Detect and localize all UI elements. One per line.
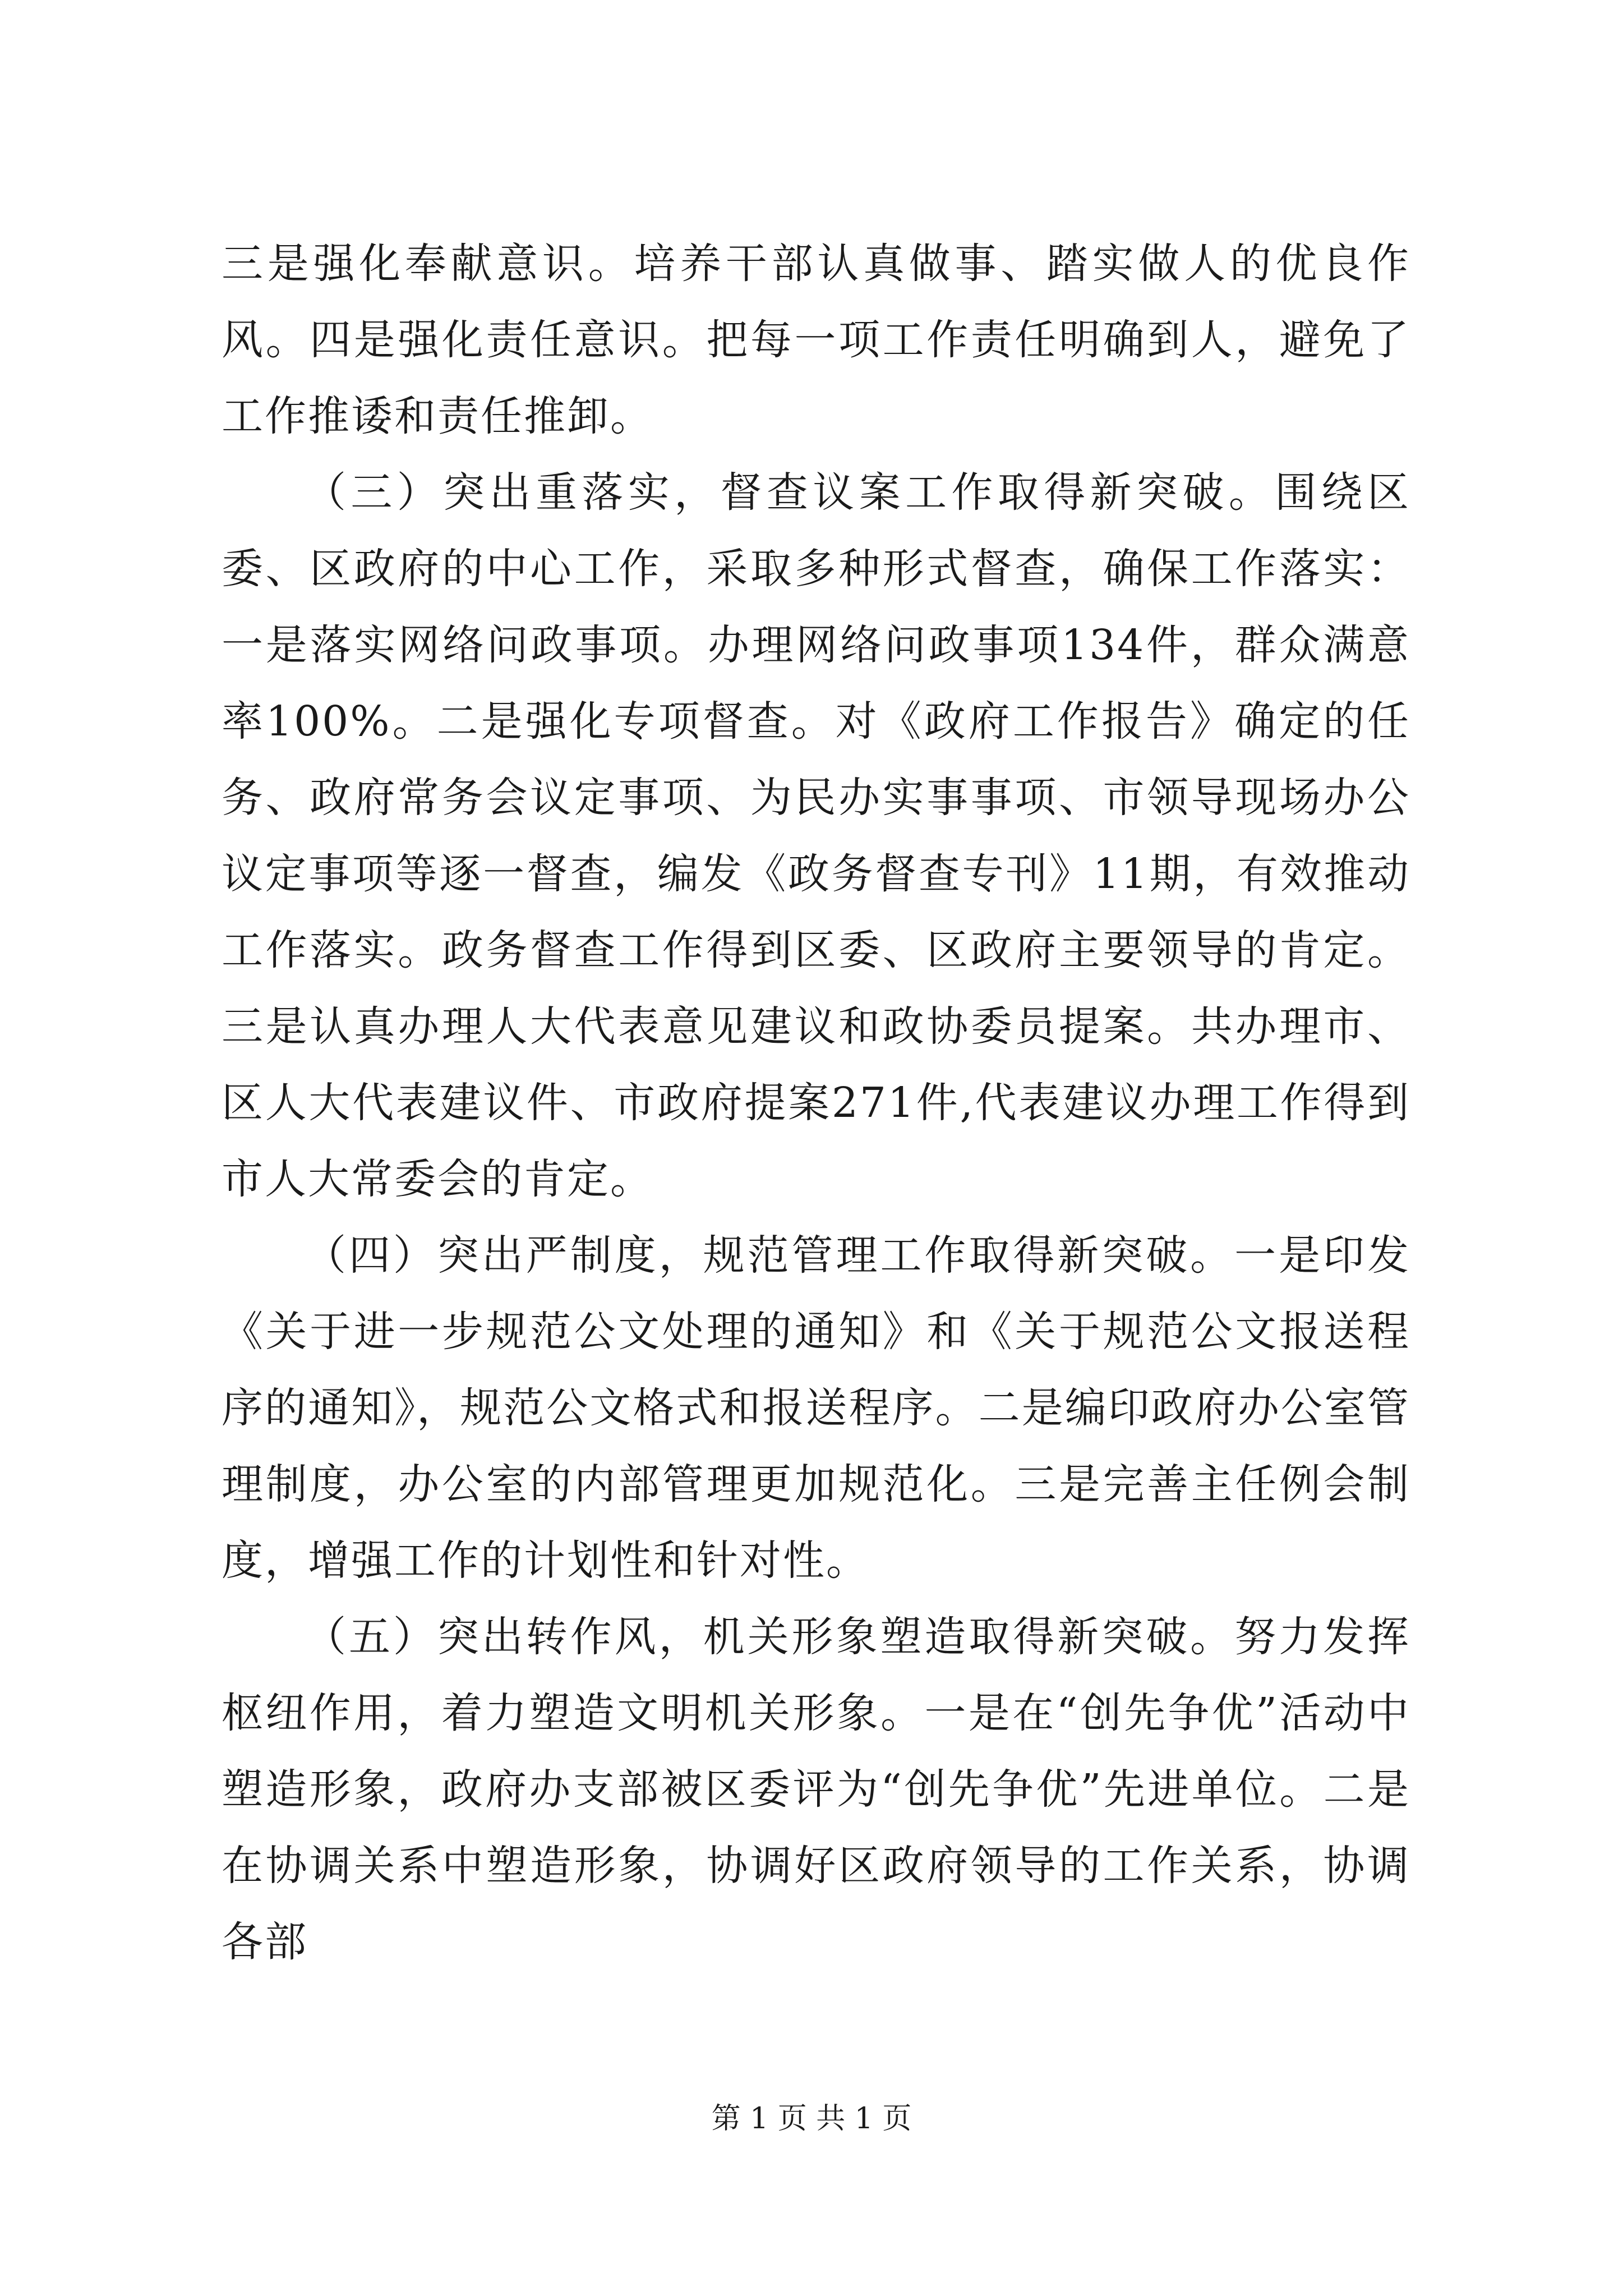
paragraph-section-3: （三）突出重落实，督查议案工作取得新突破。围绕区委、区政府的中心工作，采取多种形式督查，确保工作落实：一是落实网络问政事项。办理网络问政事项134件，群众满意率100%。二是强化专项督查。对《政府工作报告》确定的任务、政府常务会议定事项、为民办实事事项、市领导现场办公议定事项等逐一督查，编发《政务督查专刊》11期，有效推动工作落实。政务督查工作得到区委、区政府主要领导的肯定。三是认真办理人大代表意见建议和政协委员提案。共办理市、区人大代表建议件、市政府提案271件,代表建议办理工作得到市人大常委会的肯定。	[222, 468, 1410, 1203]
page-footer	[0, 2099, 1623, 2138]
page-number-label: 第 1 页 共 1 页	[711, 2102, 912, 2136]
paragraph-section-4: （四）突出严制度，规范管理工作取得新突破。一是印发《关于进一步规范公文处理的通知》和《关于规范公文报送程序的通知》，规范公文格式和报送程序。二是编印政府办公室管理制度，办公室的内部管理更加规范化。三是完善主任例会制度，增强工作的计划性和针对性。	[222, 1231, 1410, 1585]
paragraph-continuation: 三是强化奉献意识。培养干部认真做事、踏实做人的优良作风。四是强化责任意识。把每一项工作责任明确到人，避免了工作推诿和责任推卸。	[222, 240, 1410, 440]
paragraph-section-5: （五）突出转作风，机关形象塑造取得新突破。努力发挥枢纽作用，着力塑造文明机关形象。一是在“创先争优”活动中塑造形象，政府办支部被区委评为“创先争优”先进单位。二是在协调关系中塑造形象，协调好区政府领导的工作关系，协调各部	[222, 1613, 1410, 1966]
document-body	[222, 226, 1410, 1980]
